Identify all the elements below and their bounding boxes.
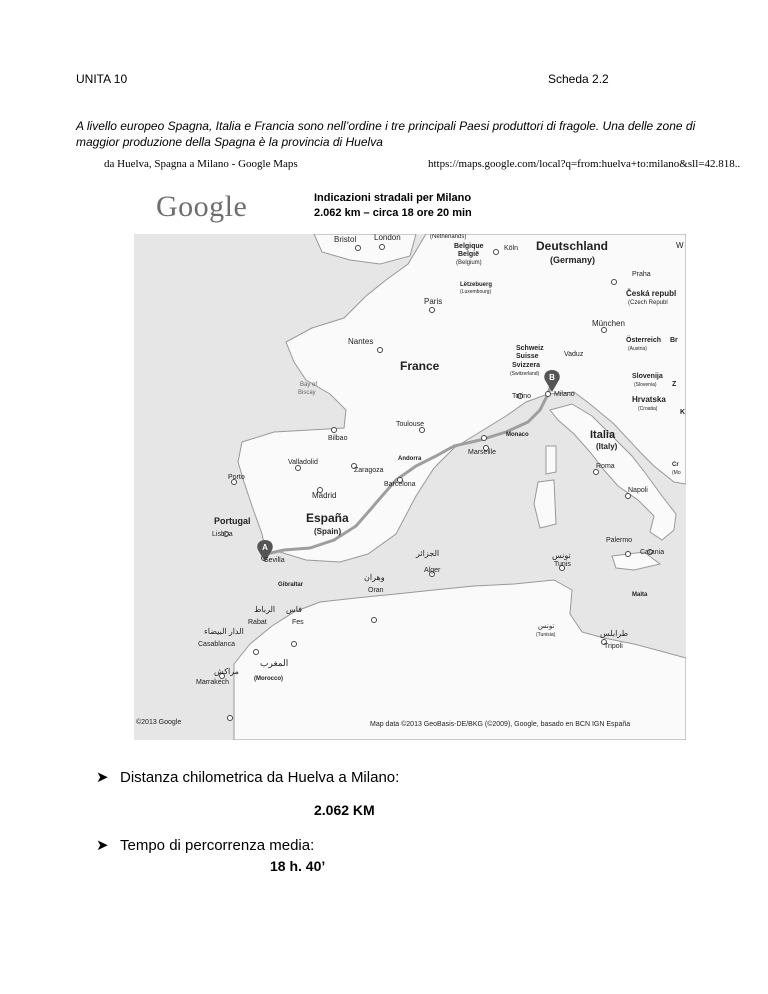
label-oran-ar: وهران (364, 573, 385, 582)
label-malta: Malta (632, 592, 648, 598)
label-z: Z (672, 381, 677, 388)
label-monaco: Monaco (506, 432, 529, 438)
label-sevilla: Sevilla (264, 557, 285, 564)
map-attribution: Map data ©2013 GeoBasis-DE/BKG (©2009), Google, basado en BCN IGN España (370, 721, 631, 728)
label-bilbao: Bilbao (328, 435, 348, 442)
google-logo: Google (156, 190, 248, 223)
label-tunis-ar: تونس (552, 551, 571, 560)
label-luxembourg: (Luxembourg) (460, 289, 492, 295)
label-alger: Alger (424, 567, 441, 574)
label-osterreich: Österreich (626, 337, 662, 344)
label-koln: Köln (504, 245, 519, 252)
label-torino: Torino (512, 393, 532, 400)
label-france: France (400, 359, 440, 373)
svg-text:B: B (549, 373, 555, 382)
label-rabat: Rabat (248, 619, 267, 626)
label-mo: (Mo (672, 470, 681, 476)
label-svizzera: Svizzera (512, 362, 541, 369)
label-catania: Catania (640, 549, 665, 556)
sheet-label: Scheda 2.2 (548, 72, 609, 86)
svg-text:A: A (262, 543, 268, 552)
printout-title: da Huelva, Spagna a Milano - Google Maps (104, 158, 298, 170)
label-alger-ar: الجزائر (416, 549, 440, 558)
label-deutschland: Deutschland (536, 239, 609, 253)
label-cr: Cr (672, 462, 679, 468)
label-espana: España (306, 511, 349, 525)
label-oran: Oran (368, 587, 384, 594)
label-porto: Porto (228, 474, 245, 481)
label-tripoli: Tripoli (604, 643, 623, 650)
label-valladolid: Valladolid (288, 459, 318, 466)
label-milano: Milano (554, 391, 575, 398)
label-letzebuerg: Lëtzebuerg (460, 282, 493, 288)
arrow-bullet-icon: ➤ (96, 837, 109, 854)
label-italy: (Italy) (596, 442, 618, 451)
label-morocco-ar: المغرب (260, 658, 289, 668)
label-napoli: Napoli (628, 487, 648, 494)
label-bay: Bay of (300, 382, 318, 388)
label-tripoli-ar: طرابلس (600, 629, 629, 638)
label-fes-ar: فاس (286, 605, 303, 614)
fact-time (96, 836, 314, 854)
label-casa-ar: الدار البيضاء (204, 627, 244, 636)
fact-time-label: Tempo di percorrenza media: (120, 837, 315, 854)
label-germany: (Germany) (550, 255, 596, 265)
fact-time-value: 18 h. 40’ (270, 858, 326, 874)
label-k: K (680, 409, 686, 416)
route-map (134, 234, 686, 740)
label-fes: Fes (292, 619, 304, 626)
fact-distance-label: Distanza chilometrica da Huelva a Milano: (120, 769, 400, 786)
map-printout (134, 180, 686, 740)
map-copyright: ©2013 Google (136, 719, 182, 726)
label-madrid: Madrid (312, 491, 337, 500)
directions-summary: 2.062 km – circa 18 ore 20 min (314, 207, 472, 219)
unit-label: UNITA 10 (76, 72, 128, 86)
label-lisboa: Lisboa (212, 531, 233, 538)
label-tunisia: (Tunisia) (536, 632, 556, 638)
fact-distance-value: 2.062 KM (314, 802, 375, 818)
label-belgique: Belgique (454, 243, 484, 250)
label-marrakech-ar: مراكش (214, 667, 239, 676)
label-czech: (Czech Republ (628, 300, 668, 306)
label-switzerland: (Switzerland) (510, 371, 540, 377)
label-toulouse: Toulouse (396, 421, 425, 428)
label-w: W (676, 241, 684, 250)
label-morocco: (Morocco) (254, 676, 283, 682)
label-marseille: Marseille (468, 449, 497, 456)
label-vaduz: Vaduz (564, 351, 584, 358)
label-paris: Paris (424, 297, 443, 306)
label-barcelona: Barcelona (384, 481, 416, 488)
label-ceska: Česká republ (626, 289, 677, 298)
label-marrakech: Marrakech (196, 679, 230, 686)
label-london: London (374, 234, 401, 242)
label-schweiz: Schweiz (516, 345, 544, 352)
fact-distance (96, 768, 399, 786)
label-tunisia-ar: تونس (538, 623, 555, 630)
label-belgium: (Belgium) (456, 260, 482, 266)
label-gibraltar: Gibraltar (278, 582, 304, 588)
label-bristol: Bristol (334, 235, 357, 244)
label-portugal: Portugal (214, 516, 251, 526)
label-italia: Italia (590, 429, 616, 441)
label-austria: (Austria) (628, 346, 647, 352)
label-br: Br (670, 337, 678, 344)
label-spain: (Spain) (314, 527, 342, 536)
label-biscay: Biscay (298, 390, 316, 396)
label-suisse: Suisse (516, 353, 539, 360)
label-slovenia: (Slovenia) (634, 382, 657, 388)
label-munchen: München (592, 319, 625, 328)
arrow-bullet-icon: ➤ (96, 769, 109, 786)
label-praha: Praha (632, 271, 651, 278)
label-rabat-ar: الرباط (254, 605, 276, 614)
intro-text: A livello europeo Spagna, Italia e Francia sono nell’ordine i tre principali Paesi produttori di fragole. Una delle zone di maggior produzione della Spagna è la provincia di Huelva (76, 119, 696, 149)
land-corsica (546, 446, 556, 474)
label-croatia: (Croatia) (638, 406, 658, 412)
label-netherlands: (Netherlands) (430, 234, 467, 240)
label-roma: Roma (596, 463, 615, 470)
directions-title: Indicazioni stradali per Milano (314, 192, 472, 204)
label-slovenija: Slovenija (632, 373, 663, 380)
printout-url: https://maps.google.com/local?q=from:huelva+to:milano&sll=42.818.. (428, 158, 741, 170)
label-nantes: Nantes (348, 337, 374, 346)
label-palermo: Palermo (606, 537, 633, 544)
label-hrvatska: Hrvatska (632, 395, 666, 404)
label-andorra: Andorra (398, 456, 422, 462)
label-casablanca: Casablanca (198, 641, 235, 648)
label-tunis: Tunis (554, 561, 571, 568)
label-zaragoza: Zaragoza (354, 467, 384, 474)
label-belgie: België (458, 251, 480, 258)
